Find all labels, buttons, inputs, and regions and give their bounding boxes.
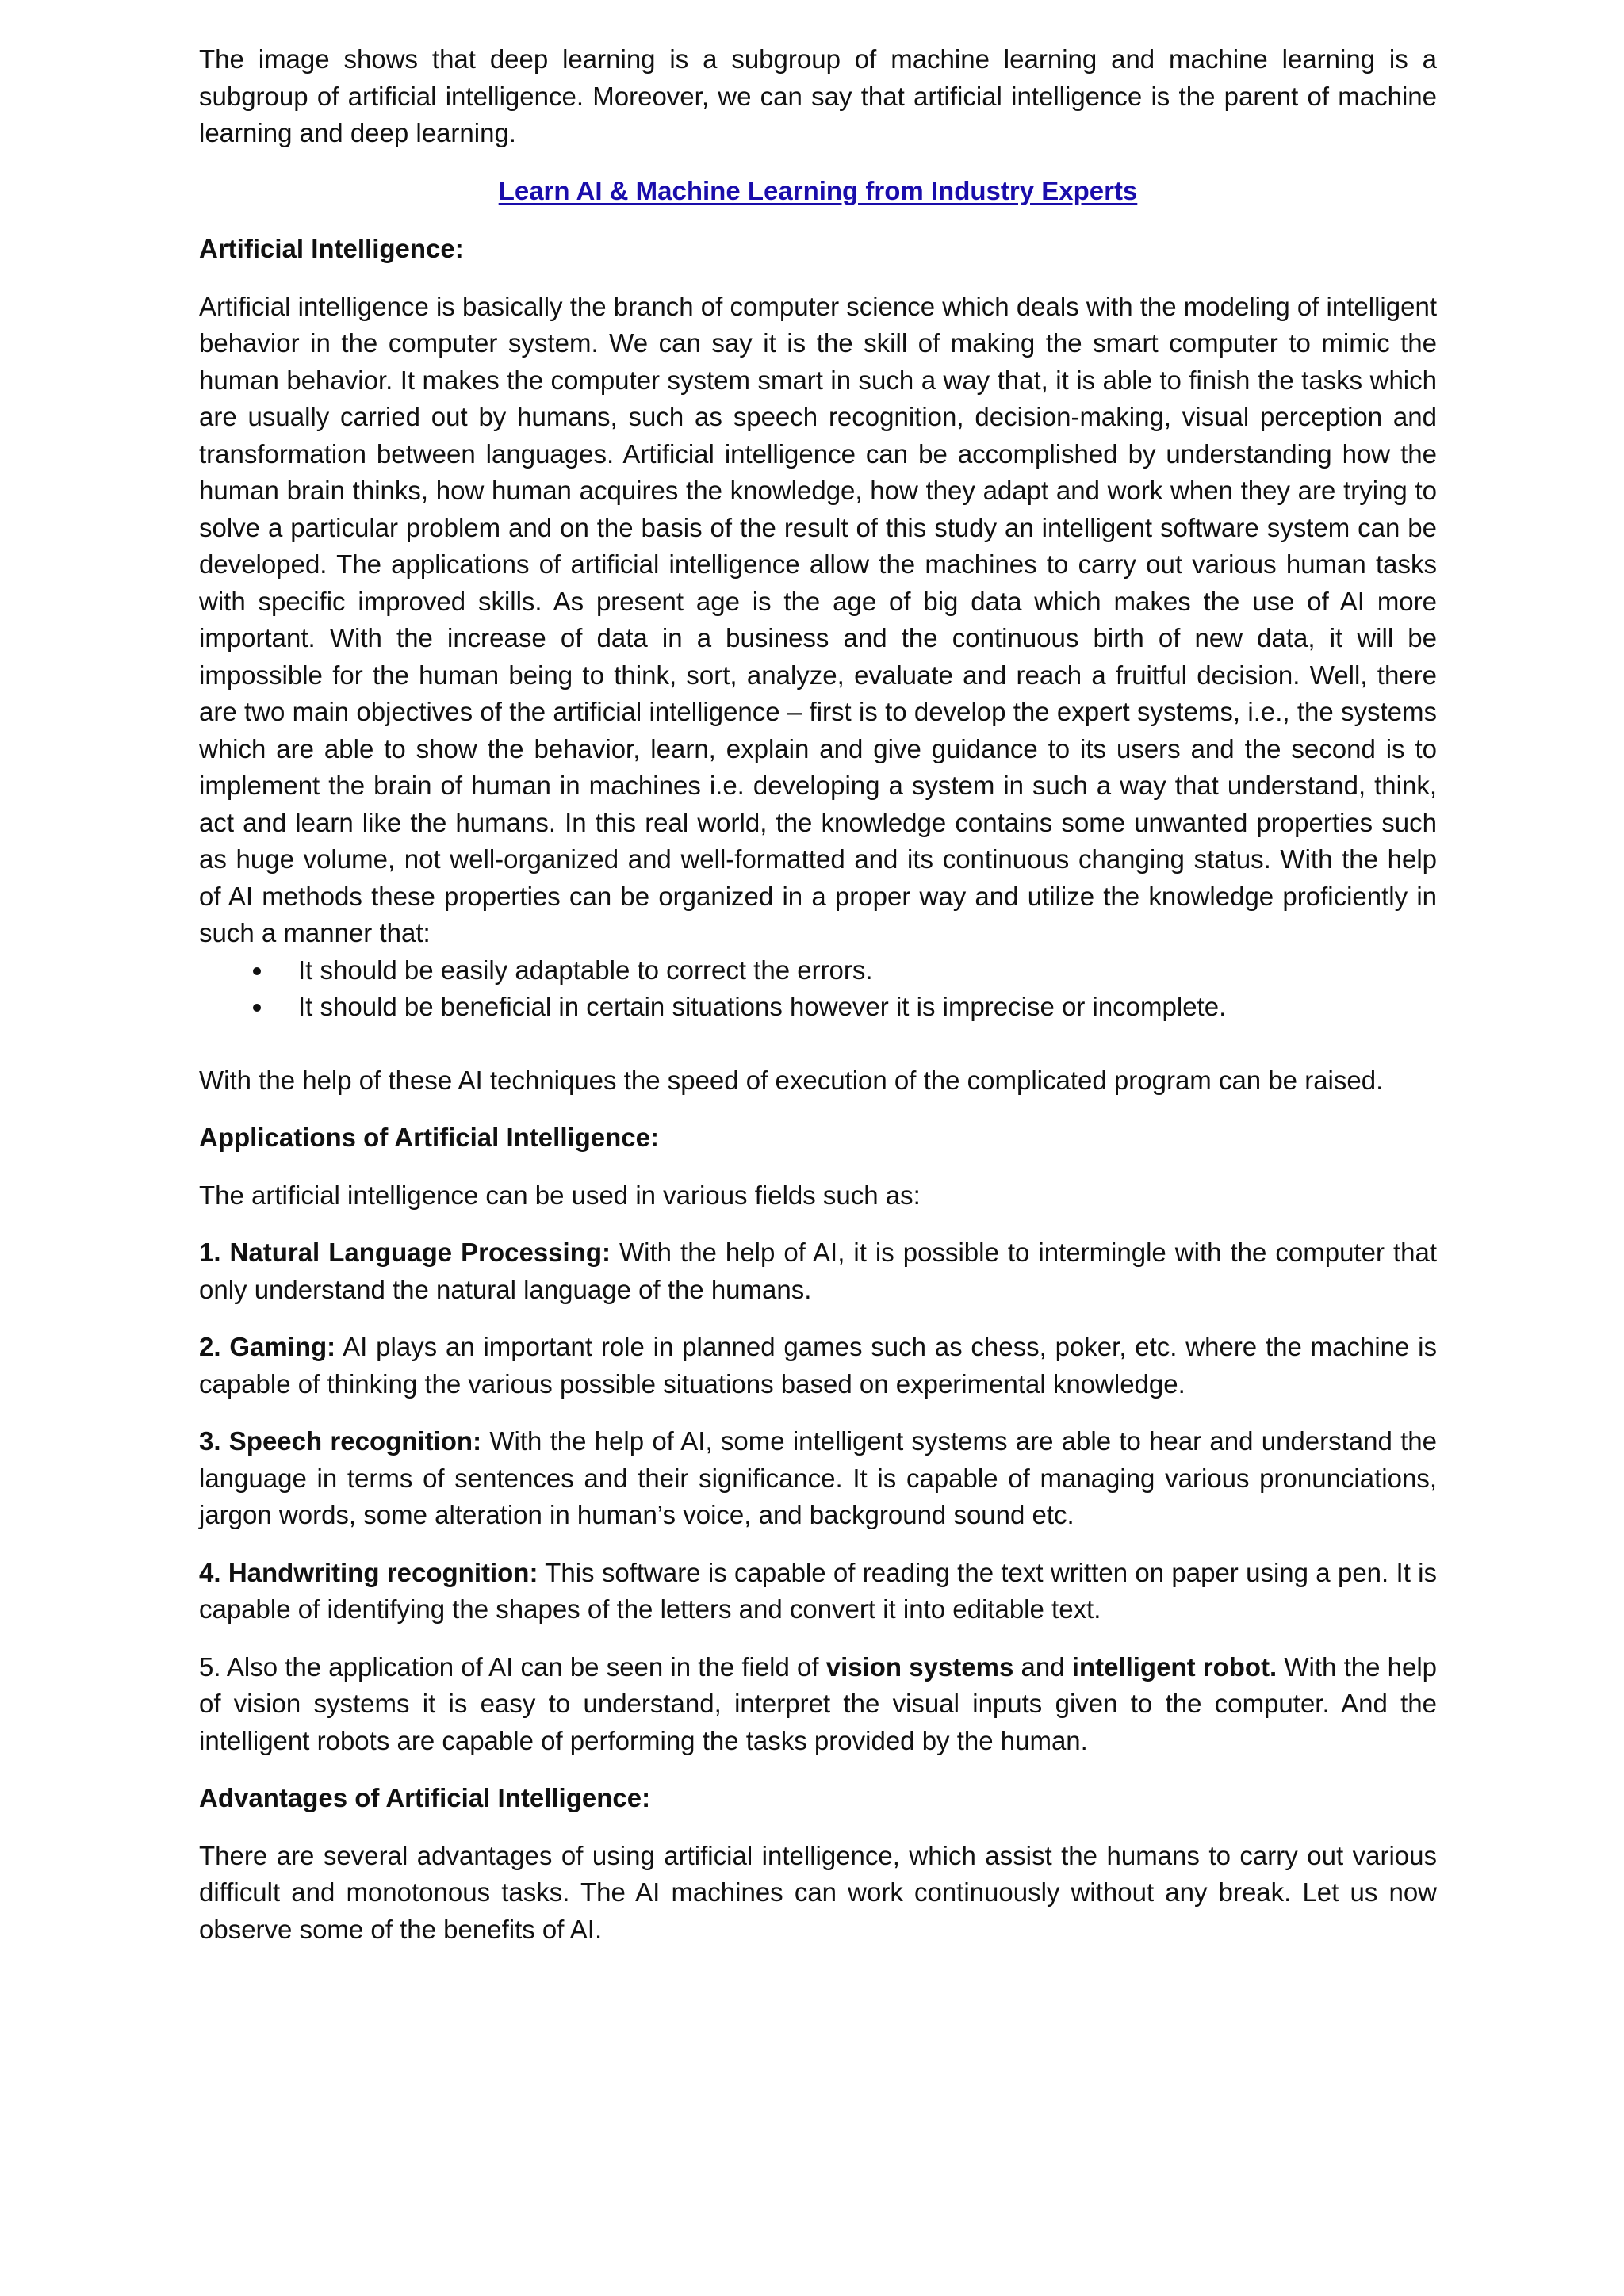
application-title: 2. Gaming:	[199, 1332, 336, 1361]
vision-systems-term: vision systems	[825, 1651, 1014, 1682]
intro-paragraph: The image shows that deep learning is a subgroup of machine learning and machine learning is a subgroup of artificial intelligence. Moreover, we can say that artificial intelligence is the parent of machine learning and deep learning.	[199, 44, 1437, 147]
application-item-gaming	[199, 1329, 1437, 1402]
application-item-vision	[199, 1649, 1437, 1760]
promo-link-row	[199, 173, 1437, 210]
advantages-heading: Advantages of Artificial Intelligence:	[199, 1783, 651, 1812]
ai-body-paragraph: Artificial intelligence is basically the branch of computer science which deals with the modeling of intelligent behavior in the computer system. We can say it is the skill of making the smart computer to mimic the human behavior. It makes the computer system smart in such a way that, it is able to finish the tasks which are usually carried out by humans, such as speech recognition, decision-making, visual perception and transformation between languages. Artificial intelligence can be accomplished by understanding how the human brain thinks, how human acquires the knowledge, how they adapt and work when they are trying to solve a particular problem and on the basis of the result of this study an intelligent software system can be developed. The applications of artificial intelligence allow the machines to carry out various human tasks with specific improved skills. As present age is the age of big data which makes the use of AI more important. With the increase of data in a business and the continuous birth of new data, it will be impossible for the human being to think, sort, analyze, evaluate and reach a fruitful decision. Well, there are two main objectives of the artificial intelligence – first is to develop the expert systems, i.e., the systems which are able to show the behavior, learn, explain and give guidance to its users and the second is to implement the brain of human in machines i.e. developing a system in such a way that understand, think, act and learn like the humans. In this real world, the knowledge contains some unwanted properties such as huge volume, not well-organized and well-formatted and its continuous changing status. With the help of AI methods these properties can be organized in a proper way and utilize the knowledge proficiently in such a manner that:	[199, 291, 1437, 947]
application-text: AI plays an important role in planned games such as chess, poker, etc. where the machine is capable of thinking the various possible situations based on experimental knowledge.	[199, 1332, 1438, 1399]
document-page	[199, 41, 1437, 1948]
application-text: This software is capable of reading the text written on paper using a pen. It is capable of identifying the shapes of the letters and convert it into editable text.	[199, 1557, 1438, 1624]
ai-heading: Artificial Intelligence:	[199, 234, 464, 263]
intelligent-robot-term: intelligent robot.	[1071, 1651, 1277, 1682]
application-item-speech	[199, 1423, 1437, 1534]
application-item-nlp	[199, 1234, 1437, 1308]
bullet-text: It should be beneficial in certain situations however it is imprecise or incomplete.	[298, 992, 1227, 1021]
applications-heading: Applications of Artificial Intelligence:	[199, 1123, 660, 1152]
application-text: With the help of vision systems it is easy to understand, interpret the visual inputs given to the computer. And the intelligent robots are capable of performing the tasks provided by the human.	[199, 1651, 1438, 1755]
application-title: 1. Natural Language Processing:	[199, 1238, 611, 1267]
application-title: 3. Speech recognition:	[199, 1426, 482, 1456]
promo-link[interactable]: Learn AI & Machine Learning from Industry Experts	[498, 175, 1138, 205]
bullet-icon	[253, 1004, 261, 1012]
applications-intro: The artificial intelligence can be used in various fields such as:	[199, 1180, 921, 1210]
list-item	[199, 952, 1437, 989]
bullet-icon	[253, 967, 261, 975]
advantages-paragraph: There are several advantages of using artificial intelligence, which assist the humans to carry out various difficult and monotonous tasks. The AI machines can work continuously without any break. Let us now observe some of the benefits of AI.	[199, 1840, 1437, 1944]
ai-bullet-list	[199, 952, 1437, 1026]
application-text: With the help of AI, it is possible to intermingle with the computer that only understand the natural language of the humans.	[199, 1238, 1437, 1304]
application-text: and	[1013, 1651, 1072, 1682]
application-title: 4. Handwriting recognition:	[199, 1557, 538, 1587]
application-item-handwriting	[199, 1555, 1437, 1628]
application-text: With the help of AI, some intelligent systems are able to hear and understand the language in terms of sentences and their significance. It is capable of managing various pronunciations, jargon words, some alteration in human’s voice, and background sound etc.	[199, 1426, 1437, 1529]
application-text: 5. Also the application of AI can be seen in the field of	[199, 1651, 826, 1682]
list-item	[199, 989, 1437, 1026]
bullet-text: It should be easily adaptable to correct the errors.	[298, 955, 873, 985]
ai-closing-paragraph: With the help of these AI techniques the speed of execution of the complicated program can be raised.	[199, 1065, 1384, 1095]
